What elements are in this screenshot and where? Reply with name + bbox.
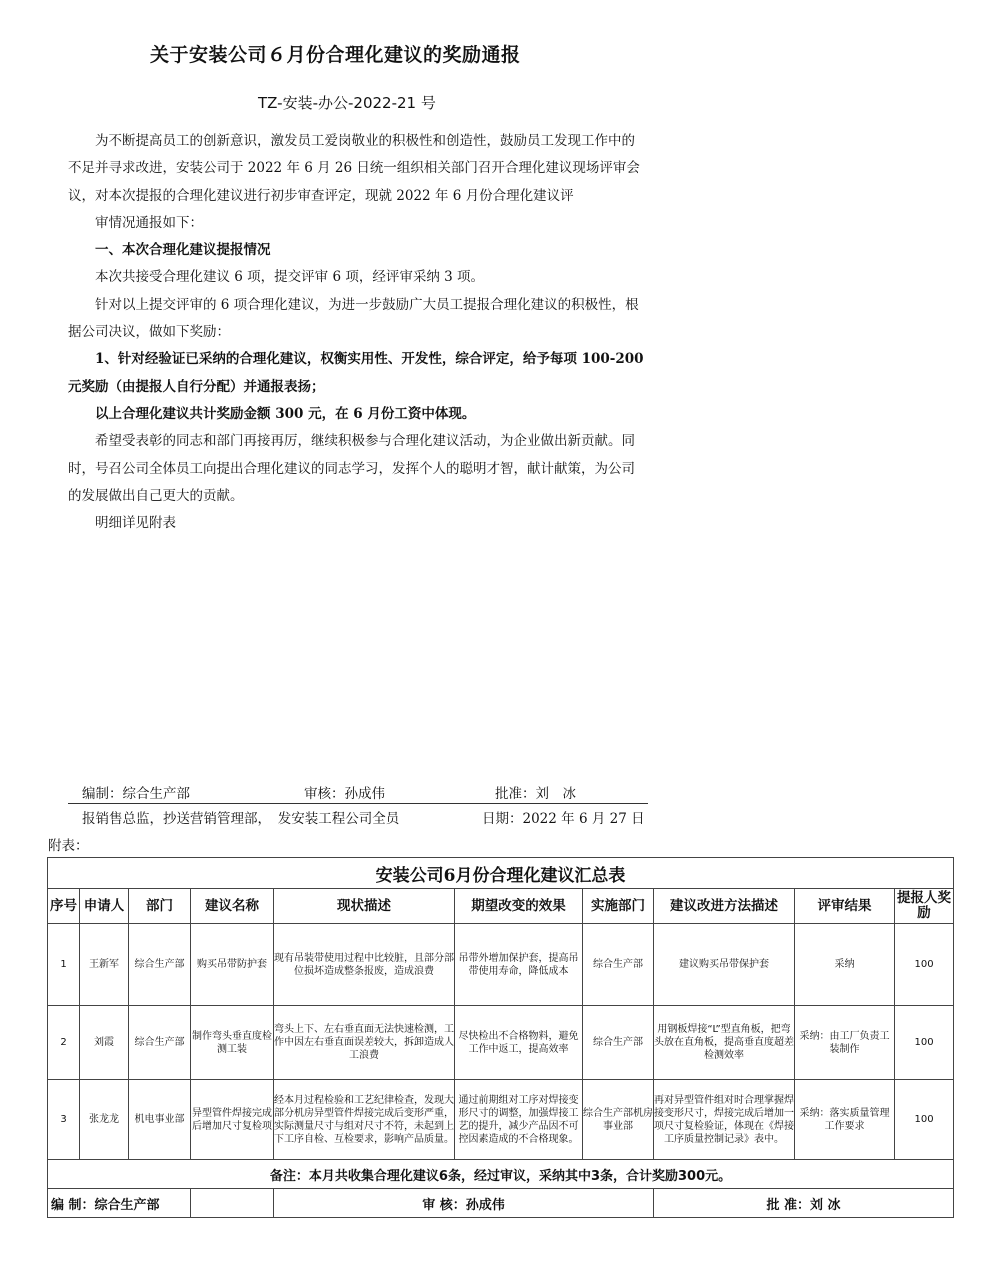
paragraph-reward-rule: 1、针对经验证已采纳的合理化建议，权衡实用性、开发性，综合评定，给予每项 100-200 元奖励（由提报人自行分配）并通报表扬； xyxy=(68,351,644,395)
reviewed-by: 审核：孙成伟 xyxy=(304,786,385,802)
cell-result: 采纳：由工厂负责工装制作 xyxy=(795,1006,895,1080)
distribution-line xyxy=(82,807,648,827)
document-title: 关于安装公司６月份合理化建议的奖励通报 xyxy=(150,44,521,66)
footer-spacer xyxy=(191,1189,274,1218)
cell-reward: 100 xyxy=(895,1080,954,1160)
paragraph-reward-basis: 针对以上提交评审的 6 项合理化建议，为进一步鼓励广大员工提报合理化建议的积极性，根据公司决议，做如下奖励： xyxy=(68,296,639,341)
cell-effect: 尽快检出不合格物料，避免工作中返工，提高效率 xyxy=(455,1006,583,1080)
signature-line xyxy=(82,782,648,802)
cell-dept: 机电事业部 xyxy=(129,1080,191,1160)
table-row xyxy=(48,924,954,1006)
table-row xyxy=(48,1080,954,1160)
footer-approved: 批 准：刘 冰 xyxy=(654,1189,954,1218)
cell-method: 再对异型管件组对时合理掌握焊接变形尺寸，焊接完成后增加一项尺寸复检验证，体现在《焊接工序质量控制记录》表中。 xyxy=(654,1080,795,1160)
table-title: 安装公司6月份合理化建议汇总表 xyxy=(48,858,954,889)
table-header-row xyxy=(48,889,954,924)
cell-status: 现有吊装带使用过程中比较脏，且部分部位损坏造成整条报废，造成浪费 xyxy=(274,924,455,1006)
header-dept: 部门 xyxy=(129,889,191,924)
cell-status: 经本月过程检验和工艺纪律检查，发现大部分机房异型管件焊接完成后变形严重，实际测量尺寸与组对尺寸不符，未起到上下工序自检、互检要求，影响产品质量。 xyxy=(274,1080,455,1160)
paragraph-intro-cont: 审情况通报如下： xyxy=(95,214,203,231)
cell-reward: 100 xyxy=(895,1006,954,1080)
cell-no: 2 xyxy=(48,1006,80,1080)
cell-no: 3 xyxy=(48,1080,80,1160)
summary-table xyxy=(47,857,954,1218)
cell-name: 异型管件焊接完成后增加尺寸复检项 xyxy=(191,1080,274,1160)
header-result: 评审结果 xyxy=(795,889,895,924)
header-reward: 提报人奖励 xyxy=(895,889,954,924)
header-effect: 期望改变的效果 xyxy=(455,889,583,924)
cell-method: 用钢板焊接“L”型直角板，把弯头放在直角板，提高垂直度超差检测效率 xyxy=(654,1006,795,1080)
paragraph-attachment-ref: 明细详见附表 xyxy=(95,515,176,532)
cell-applicant: 刘霞 xyxy=(80,1006,129,1080)
cell-impl: 综合生产部 xyxy=(583,924,654,1006)
cell-dept: 综合生产部 xyxy=(129,924,191,1006)
cell-reward: 100 xyxy=(895,924,954,1006)
approved-by: 批准：刘 冰 xyxy=(495,786,576,802)
paragraph-reward-total: 以上合理化建议共计奖励金额 300 元，在 6 月份工资中体现。 xyxy=(95,405,476,422)
divider xyxy=(68,803,648,804)
document-number: TZ-安装-办公-2022-21 号 xyxy=(258,94,436,112)
section-heading: 一、本次合理化建议提报情况 xyxy=(95,242,271,259)
table-row xyxy=(48,1006,954,1080)
header-no: 序号 xyxy=(48,889,80,924)
header-impl: 实施部门 xyxy=(583,889,654,924)
issue-date: 日期：2022 年 6 月 27 日 xyxy=(482,811,645,827)
cell-method: 建议购买吊带保护套 xyxy=(654,924,795,1006)
cell-applicant: 王新军 xyxy=(80,924,129,1006)
distribution: 报销售总监，抄送营销管理部， 发安装工程公司全员 xyxy=(82,811,400,827)
document-body xyxy=(68,128,648,537)
table-footer-row xyxy=(48,1189,954,1218)
cell-name: 购买吊带防护套 xyxy=(191,924,274,1006)
header-applicant: 申请人 xyxy=(80,889,129,924)
cell-name: 制作弯头垂直度检测工装 xyxy=(191,1006,274,1080)
header-method: 建议改进方法描述 xyxy=(654,889,795,924)
cell-result: 采纳 xyxy=(795,924,895,1006)
footer-reviewed: 审 核：孙成伟 xyxy=(274,1189,654,1218)
cell-dept: 综合生产部 xyxy=(129,1006,191,1080)
paragraph-intro: 为不断提高员工的创新意识，激发员工爱岗敬业的积极性和创造性，鼓励员工发现工作中的不足并寻求改进，安装公司于 2022 年 6 月 26 日统一组织相关部门召开合理化建议现场评审会议，对本次提报的合理化建议进行初步审查评定，现就 2022 年 6 月份合理化建议评 xyxy=(68,133,640,204)
compiled-by: 编制：综合生产部 xyxy=(82,786,190,802)
cell-status: 弯头上下、左右垂直面无法快速检测，工作中因左右垂直面误差较大，拆卸造成人工浪费 xyxy=(274,1006,455,1080)
cell-impl: 综合生产部机房事业部 xyxy=(583,1080,654,1160)
cell-impl: 综合生产部 xyxy=(583,1006,654,1080)
cell-effect: 通过前期组对工序对焊接变形尺寸的调整，加强焊接工艺的提升，减少产品因不可控因素造成的不合格现象。 xyxy=(455,1080,583,1160)
header-name: 建议名称 xyxy=(191,889,274,924)
cell-result: 采纳：落实质量管理工作要求 xyxy=(795,1080,895,1160)
paragraph-count: 本次共接受合理化建议 6 项，提交评审 6 项，经评审采纳 3 项。 xyxy=(95,269,485,286)
table-note: 备注：本月共收集合理化建议6条，经过审议，采纳其中3条，合计奖励300元。 xyxy=(48,1160,954,1189)
cell-effect: 吊带外增加保护套，提高吊带使用寿命，降低成本 xyxy=(455,924,583,1006)
footer-compiled: 编 制：综合生产部 xyxy=(48,1189,191,1218)
attachment-label: 附表： xyxy=(48,838,89,854)
paragraph-closing: 希望受表彰的同志和部门再接再厉，继续积极参与合理化建议活动，为企业做出新贡献。同时，号召公司全体员工向提出合理化建议的同志学习，发挥个人的聪明才智，献计献策，为公司的发展做出自己更大的贡献。 xyxy=(68,433,635,504)
cell-no: 1 xyxy=(48,924,80,1006)
cell-applicant: 张龙龙 xyxy=(80,1080,129,1160)
header-status: 现状描述 xyxy=(274,889,455,924)
